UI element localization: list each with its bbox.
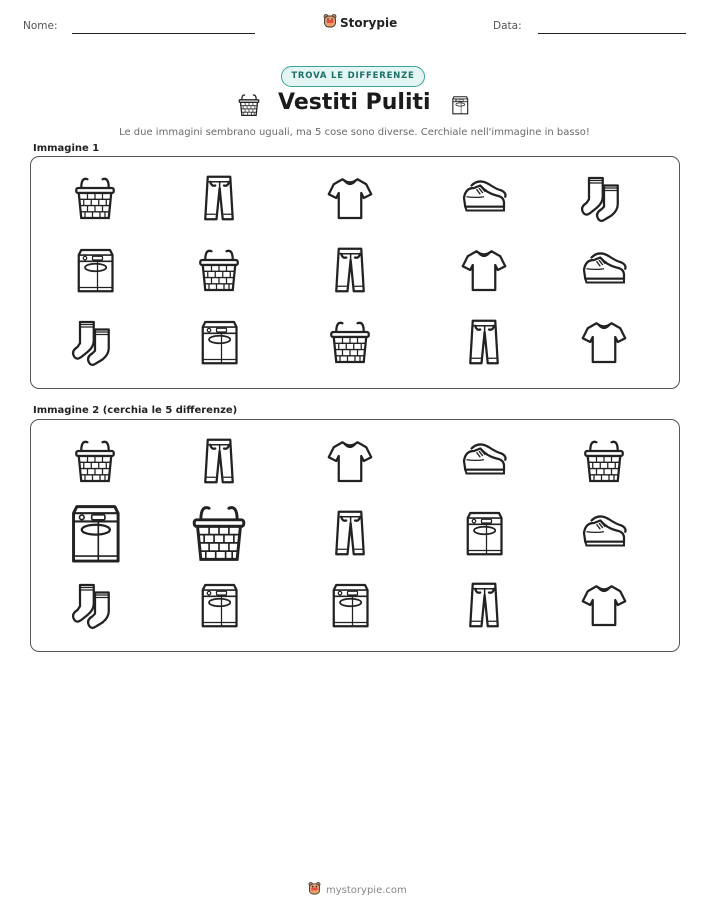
name-label: Nome: [23,20,58,32]
sneakers-icon [459,173,509,223]
washing-machine-icon[interactable] [325,580,375,630]
image2-panel[interactable] [30,419,680,652]
laundry-basket-icon[interactable] [70,436,120,486]
date-label: Data: [493,20,522,32]
socks-icon [70,317,120,367]
footer [308,881,407,900]
washing-machine-icon [449,92,471,122]
brand-name: Storypie [340,16,398,30]
socks-icon[interactable] [70,580,120,630]
tshirt-icon[interactable] [579,580,629,630]
sneakers-icon[interactable] [579,508,629,558]
laundry-basket-icon [325,317,375,367]
bear-logo-icon [308,881,321,900]
footer-link[interactable]: mystorypie.com [326,885,407,896]
jeans-icon [459,317,509,367]
tshirt-icon [459,245,509,295]
jeans-icon[interactable] [194,436,244,486]
tshirt-icon [325,173,375,223]
page-title: Vestiti Puliti [278,90,431,115]
washing-machine-icon[interactable] [194,580,244,630]
laundry-basket-icon [235,92,263,122]
jeans-icon[interactable] [459,580,509,630]
name-field[interactable] [72,33,255,34]
socks-icon [579,173,629,223]
jeans-icon [325,245,375,295]
sneakers-icon [579,245,629,295]
washing-machine-icon[interactable] [459,508,509,558]
laundry-basket-icon[interactable] [579,436,629,486]
washing-machine-icon[interactable] [62,500,128,566]
image2-label: Immagine 2 (cerchia le 5 differenze) [33,405,238,416]
sneakers-icon[interactable] [459,436,509,486]
washing-machine-icon [70,245,120,295]
tshirt-icon[interactable] [325,436,375,486]
image1-panel [30,156,680,389]
bear-logo-icon [323,13,337,33]
laundry-basket-icon[interactable] [186,500,252,566]
date-field[interactable] [538,33,686,34]
activity-badge: TROVA LE DIFFERENZE [281,66,425,87]
jeans-icon [194,173,244,223]
instructions: Le due immagini sembrano uguali, ma 5 cose sono diverse. Cerchiale nell'immagine in basso! [119,127,590,138]
laundry-basket-icon [70,173,120,223]
brand [323,13,397,33]
laundry-basket-icon [194,245,244,295]
image1-label: Immagine 1 [33,143,100,154]
washing-machine-icon [194,317,244,367]
tshirt-icon [579,317,629,367]
jeans-icon[interactable] [325,508,375,558]
